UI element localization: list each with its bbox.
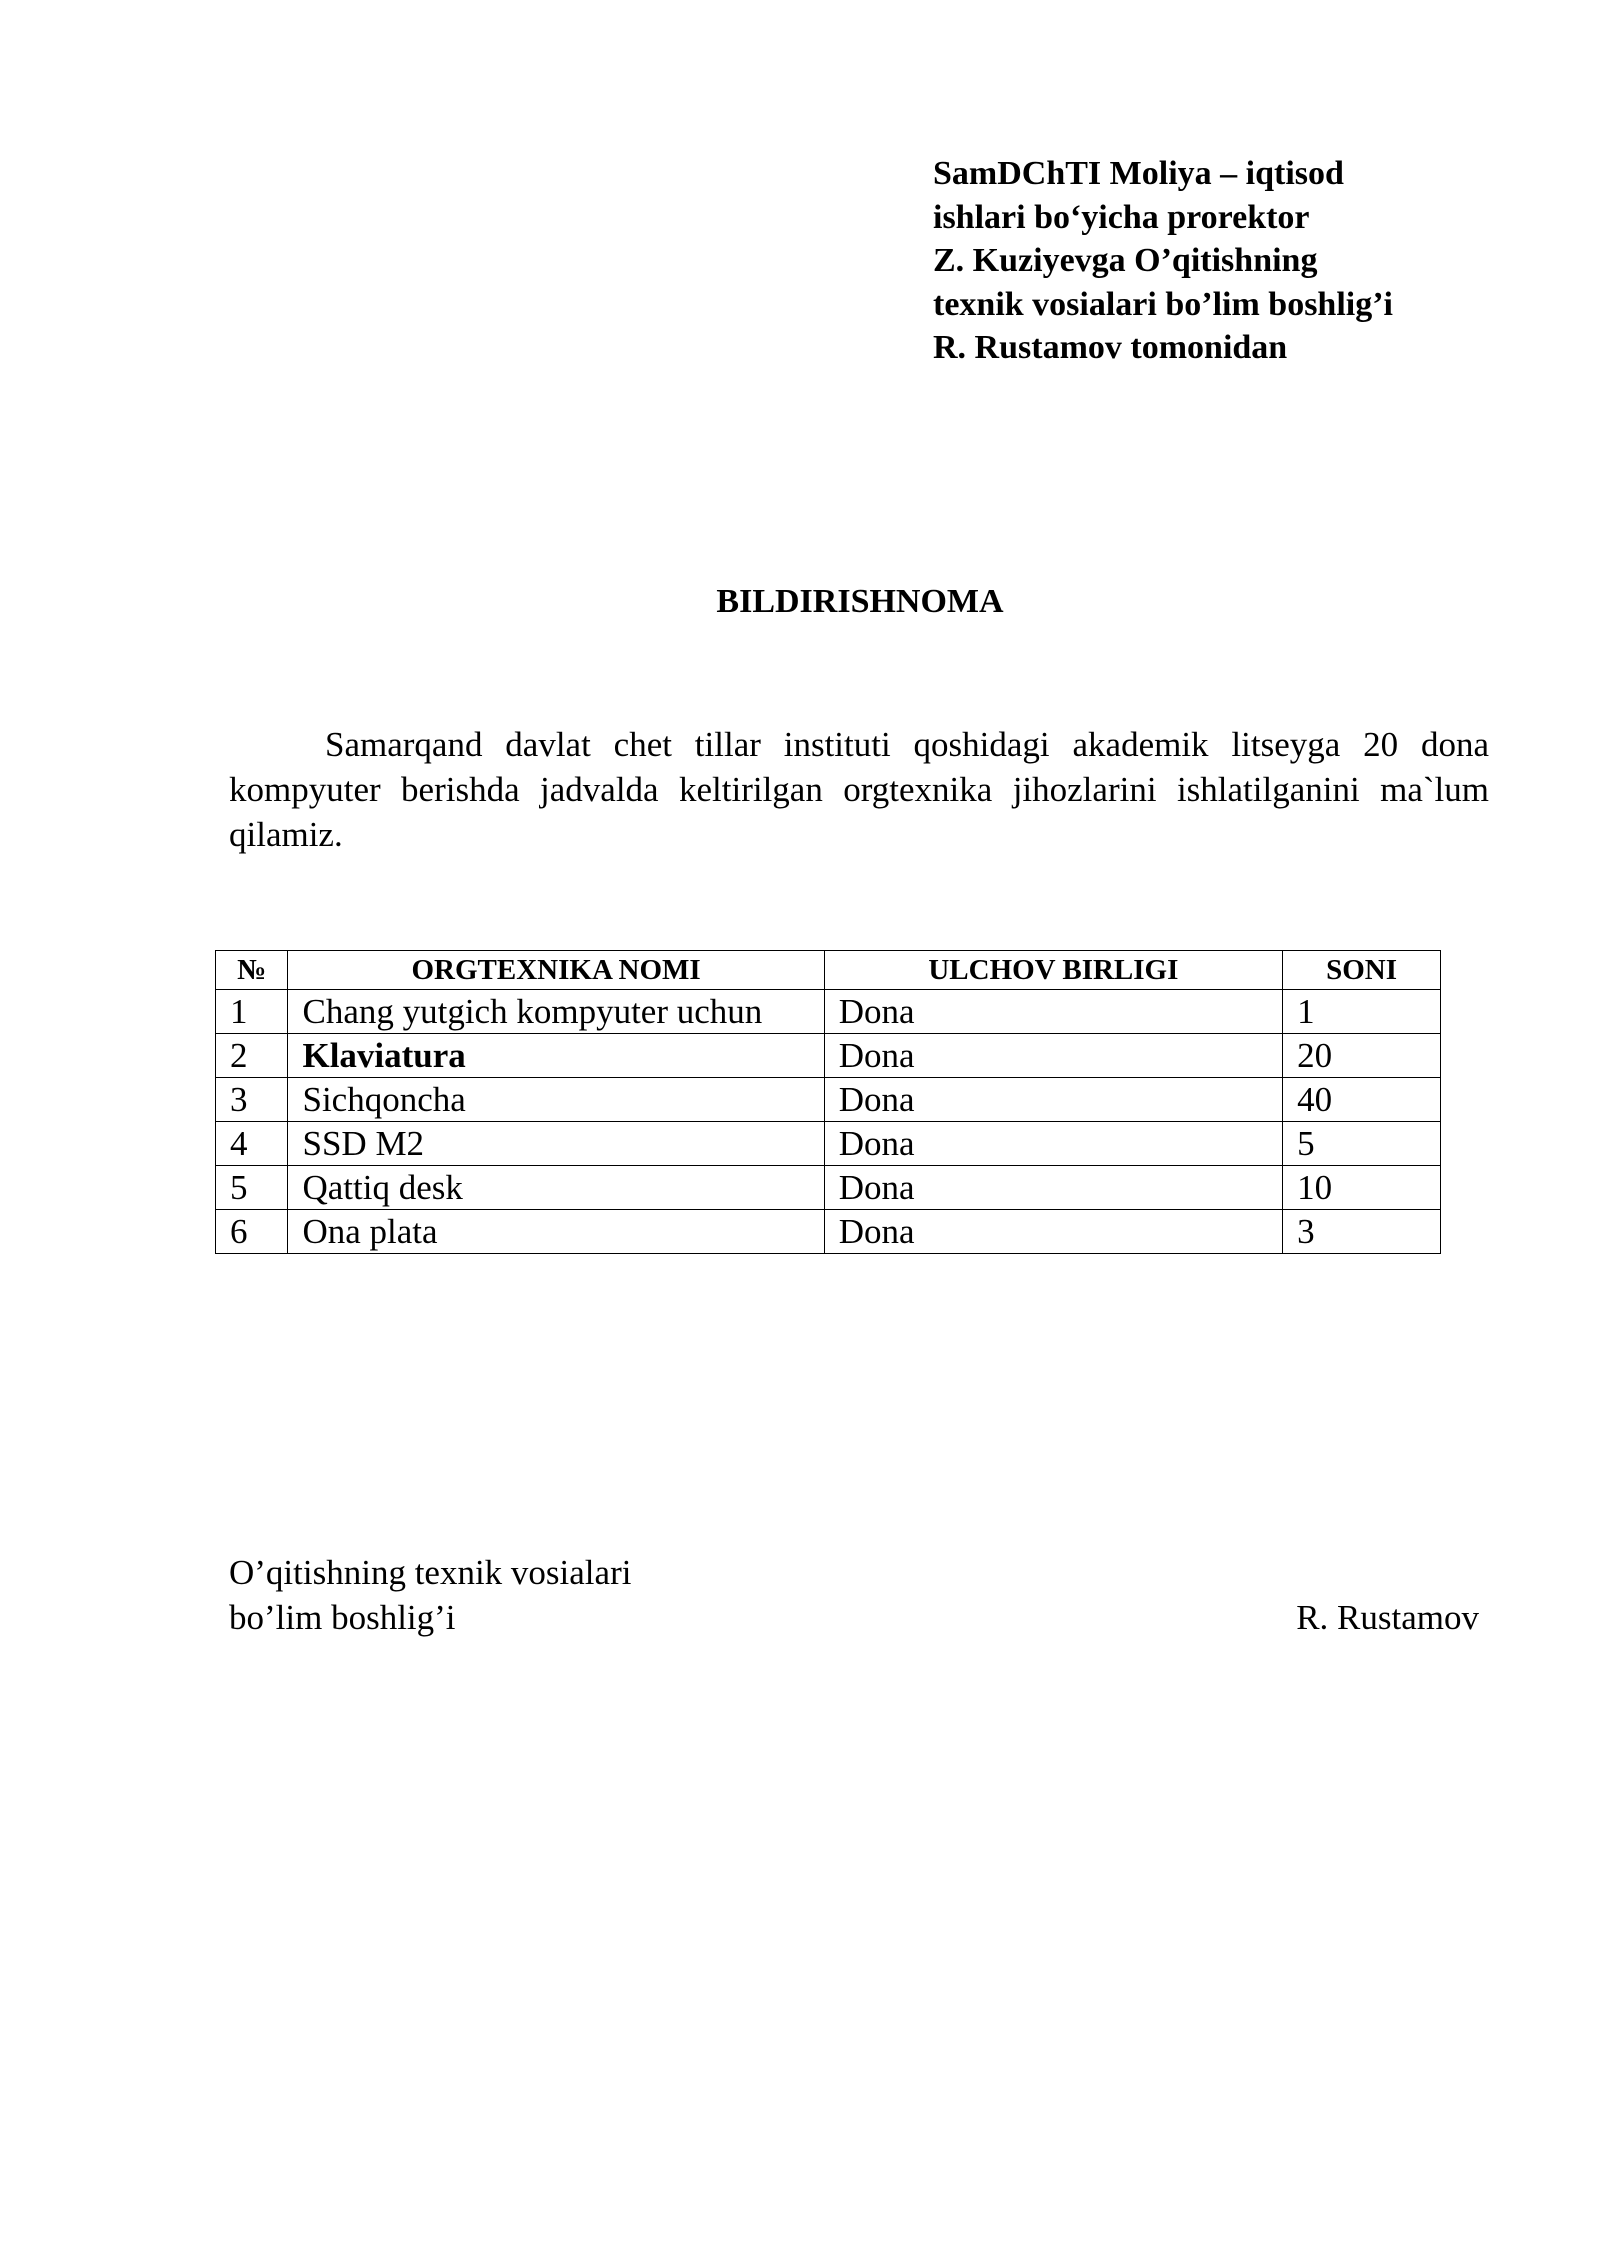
- addressee-line: SamDChTI Moliya – iqtisod: [933, 155, 1344, 192]
- row-unit: Dona: [824, 1166, 1282, 1210]
- addressee-line: texnik vosialari bo’lim boshlig’i: [933, 285, 1393, 323]
- row-name: Klaviatura: [288, 1034, 824, 1078]
- body-paragraph: Samarqand davlat chet tillar instituti qoshidagi akademik litseyga 20 dona kompyuter berishda jadvalda keltirilgan orgtexnika jihozlarini ishlatilganini ma`lum qilamiz.: [229, 725, 1489, 854]
- addressee-line: Z. Kuziyevga O’qitishning: [933, 242, 1318, 279]
- table-row: [216, 1078, 1441, 1122]
- addressee-line: R. Rustamov tomonidan: [933, 329, 1288, 366]
- row-quantity: 5: [1283, 1122, 1441, 1166]
- row-number: 6: [216, 1210, 288, 1254]
- header-name: ORGTEXNIKA NOMI: [288, 951, 824, 990]
- table-row: [216, 1034, 1441, 1078]
- row-unit: Dona: [824, 1078, 1282, 1122]
- row-quantity: 40: [1283, 1078, 1441, 1122]
- header-number: №: [216, 951, 288, 990]
- row-name: Ona plata: [288, 1210, 824, 1254]
- document-title: BILDIRISHNOMA: [716, 583, 1004, 620]
- row-quantity: 1: [1283, 990, 1441, 1034]
- row-number: 2: [216, 1034, 288, 1078]
- row-number: 4: [216, 1122, 288, 1166]
- signatory-name: R. Rustamov: [1296, 1598, 1479, 1637]
- row-quantity: 10: [1283, 1166, 1441, 1210]
- table-header-row: [216, 951, 1441, 990]
- row-unit: Dona: [824, 1210, 1282, 1254]
- row-name: Qattiq desk: [288, 1166, 824, 1210]
- equipment-table: [215, 950, 1441, 1254]
- row-name: SSD M2: [288, 1122, 824, 1166]
- header-unit: ULCHOV BIRLIGI: [824, 951, 1282, 990]
- addressee-line: ishlari bo‘yicha prorektor: [933, 198, 1310, 236]
- signature-block: [229, 1550, 1489, 1640]
- row-quantity: 20: [1283, 1034, 1441, 1078]
- signature-position-line: O’qitishning texnik vosialari: [229, 1553, 632, 1592]
- header-quantity: SONI: [1283, 951, 1441, 990]
- row-quantity: 3: [1283, 1210, 1441, 1254]
- table-row: [216, 1210, 1441, 1254]
- addressee-block: [933, 152, 1493, 370]
- row-number: 5: [216, 1166, 288, 1210]
- table-row: [216, 1122, 1441, 1166]
- row-unit: Dona: [824, 1034, 1282, 1078]
- row-unit: Dona: [824, 990, 1282, 1034]
- table-row: [216, 1166, 1441, 1210]
- signature-position-line: bo’lim boshlig’i: [229, 1598, 456, 1637]
- row-number: 3: [216, 1078, 288, 1122]
- row-name: Sichqoncha: [288, 1078, 824, 1122]
- table-row: [216, 990, 1441, 1034]
- row-unit: Dona: [824, 1122, 1282, 1166]
- row-name: Chang yutgich kompyuter uchun: [288, 990, 824, 1034]
- row-number: 1: [216, 990, 288, 1034]
